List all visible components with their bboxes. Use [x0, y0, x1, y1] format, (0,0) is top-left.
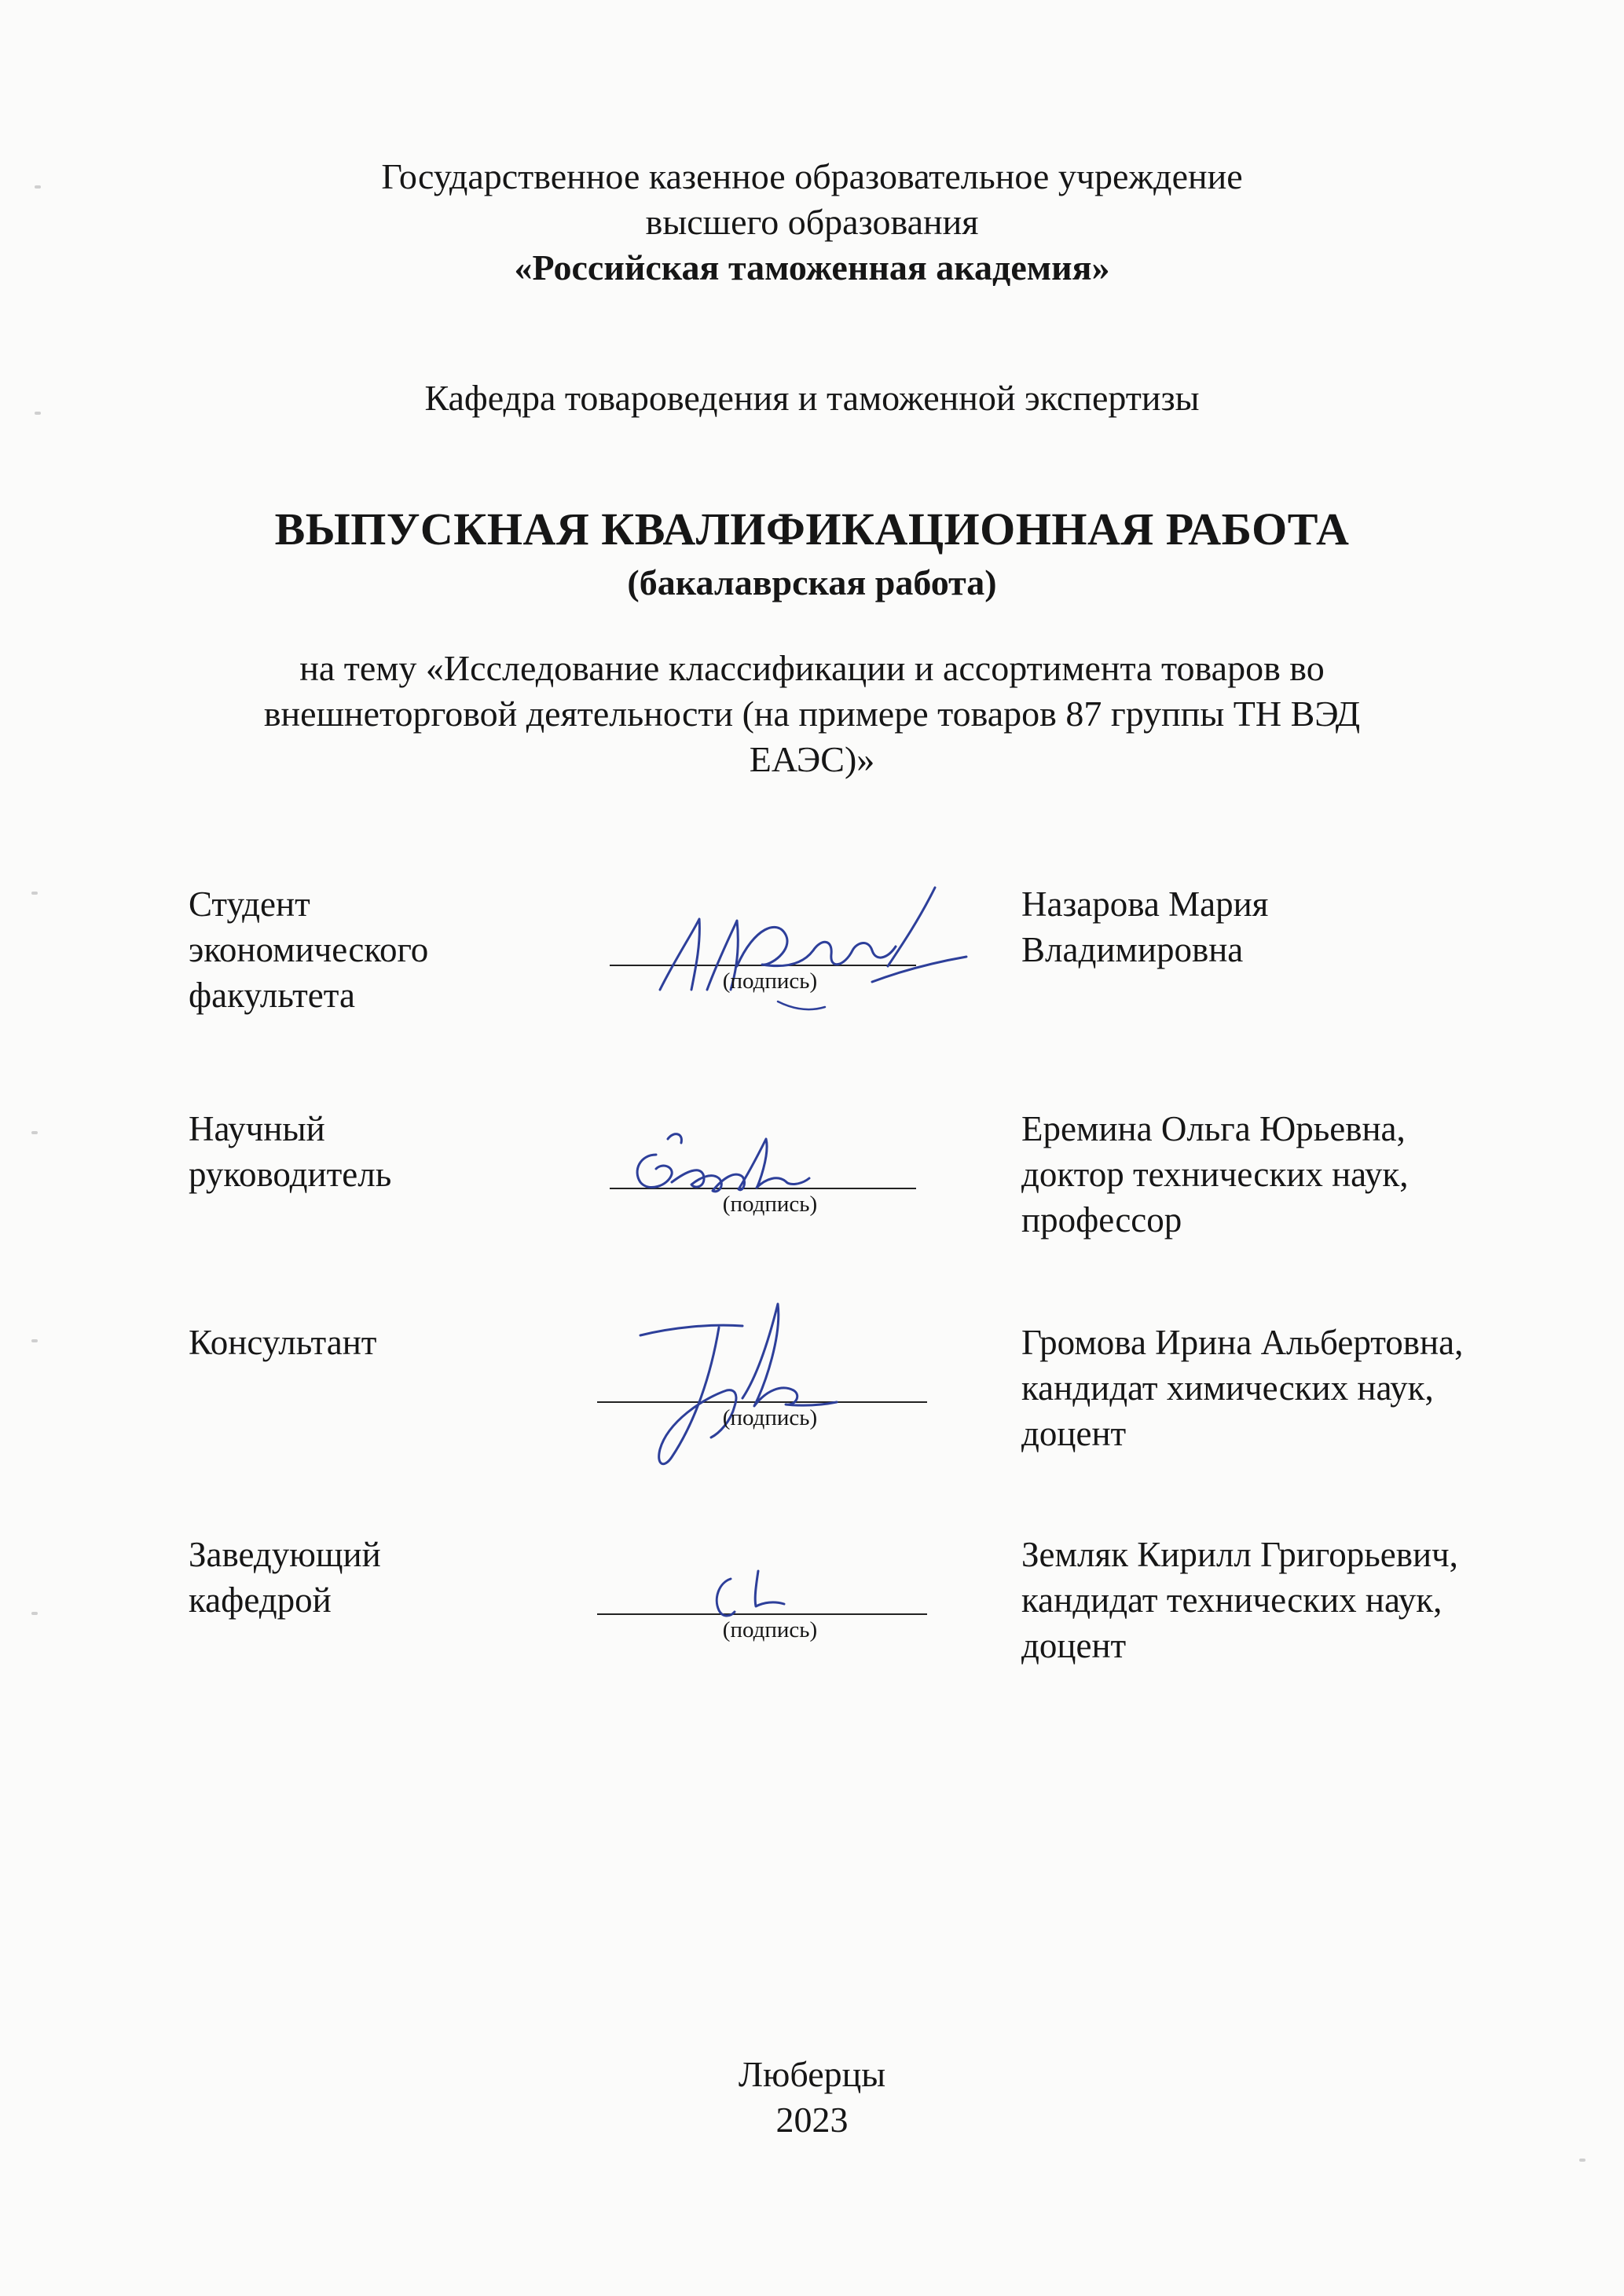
consultant-signature	[625, 1288, 852, 1485]
work-title: ВЫПУСКНАЯ КВАЛИФИКАЦИОННАЯ РАБОТА	[274, 504, 1350, 555]
footer	[0, 2052, 1624, 2143]
institution-header	[0, 154, 1624, 291]
scan-speck	[31, 1612, 38, 1615]
student-name	[1021, 881, 1268, 972]
person-line: Земляк Кирилл Григорьевич,	[1021, 1535, 1458, 1574]
role-line: экономического	[189, 930, 429, 969]
signature-caption: (подпись)	[722, 1405, 818, 1430]
institution-line-1: Государственное казенное образовательное учреждение	[381, 156, 1243, 196]
person-line: Еремина Ольга Юрьевна,	[1021, 1109, 1406, 1148]
signature-caption: (подпись)	[722, 1192, 818, 1217]
department-name: Кафедра товароведения и таможенной экспертизы	[424, 378, 1200, 418]
student-signature	[644, 872, 974, 1021]
person-line: доктор технических наук,	[1021, 1155, 1409, 1194]
scan-speck	[31, 1339, 38, 1342]
role-line: Студент	[189, 884, 310, 924]
role-line: факультета	[189, 976, 355, 1015]
student-role	[189, 881, 428, 1018]
scan-speck	[31, 1131, 38, 1134]
scan-speck	[35, 412, 41, 415]
topic-line-3: ЕАЭС)»	[749, 739, 875, 779]
role-line: Заведующий	[189, 1535, 381, 1574]
person-line: Назарова Мария	[1021, 884, 1269, 924]
topic-line-1: на тему «Исследование классификации и ассортимента товаров во	[299, 648, 1325, 688]
scan-speck	[1579, 2159, 1586, 2162]
person-line: Владимировна	[1021, 930, 1244, 969]
head-of-department-name	[1021, 1532, 1458, 1668]
signature-caption: (подпись)	[722, 1617, 818, 1642]
person-line: Громова Ирина Альбертовна,	[1021, 1323, 1464, 1362]
role-line: руководитель	[189, 1155, 392, 1194]
role-line: Консультант	[189, 1323, 377, 1362]
consultant-name	[1021, 1320, 1463, 1456]
year: 2023	[775, 2100, 849, 2140]
topic-line-2: внешнеторговой деятельности (на примере товаров 87 группы ТН ВЭД	[263, 694, 1361, 734]
person-line: кандидат технических наук,	[1021, 1580, 1443, 1620]
city: Люберцы	[738, 2054, 886, 2094]
consultant-role	[189, 1320, 376, 1365]
role-line: кафедрой	[189, 1580, 332, 1620]
person-line: профессор	[1021, 1200, 1182, 1240]
institution-name: «Российская таможенная академия»	[514, 247, 1110, 287]
role-line: Научный	[189, 1109, 325, 1148]
scan-speck	[31, 892, 38, 895]
person-line: кандидат химических наук,	[1021, 1368, 1434, 1408]
supervisor-role	[189, 1106, 391, 1197]
person-line: доцент	[1021, 1626, 1127, 1665]
signature-caption: (подпись)	[722, 969, 818, 994]
work-topic	[0, 646, 1624, 782]
scan-speck	[35, 185, 41, 189]
person-line: доцент	[1021, 1414, 1127, 1453]
supervisor-name	[1021, 1106, 1408, 1243]
institution-line-2: высшего образования	[645, 202, 979, 242]
work-subtitle: (бакалаврская работа)	[627, 562, 997, 602]
head-of-department-role	[189, 1532, 381, 1623]
